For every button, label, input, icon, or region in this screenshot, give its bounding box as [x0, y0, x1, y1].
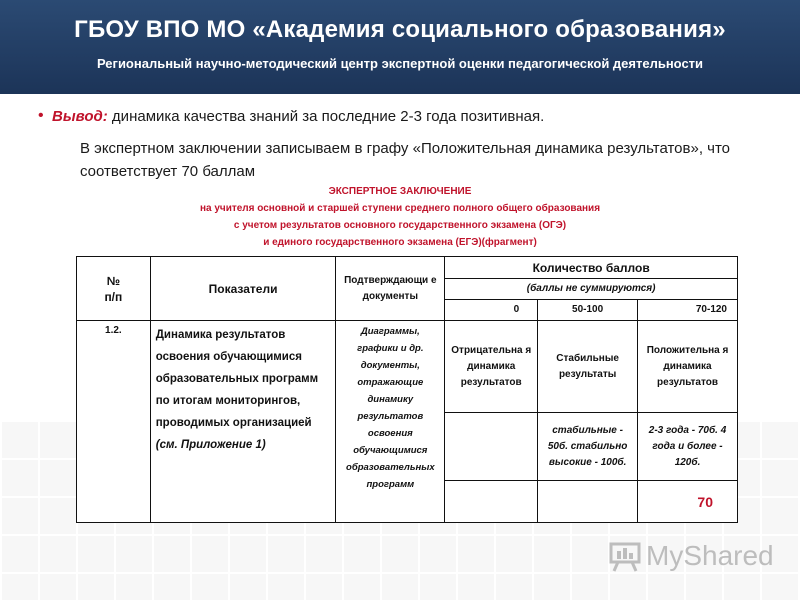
- header-points-note: (баллы не суммируются): [445, 279, 738, 300]
- positive-scores: 2-3 года - 70б. 4 года и более - 120б.: [638, 413, 738, 481]
- presentation-icon: [608, 539, 642, 573]
- conclusion-text: динамика качества знаний за последние 2-3 года позитивная: [107, 108, 541, 125]
- indicator-text: Динамика результатов освоения обучающимися образовательных программ по итогам мониторингов, проводимых организацией: [155, 329, 319, 429]
- empty-cell-negative: [445, 413, 538, 481]
- header-number: [77, 257, 151, 321]
- header-points: Количество баллов: [445, 257, 738, 279]
- conclusion-line: [38, 107, 545, 125]
- watermark-text: MyShared: [646, 540, 774, 571]
- header-banner: [0, 0, 800, 94]
- empty-cell-result-2: [538, 481, 638, 523]
- indicator-cell: [150, 321, 336, 523]
- bullet-icon: •: [38, 107, 44, 124]
- expert-subheading-1: на учителя основной и старшей ступени среднего полного общего образования: [199, 203, 601, 214]
- conclusion-paragraph: В экспертном заключении записываем в графу «Положительная динамика результатов», что соответствует 70 баллам: [80, 140, 731, 180]
- expert-heading: ЭКСПЕРТНОЕ ЗАКЛЮЧЕНИЕ: [328, 186, 472, 197]
- header-number-label: № п/п: [104, 273, 123, 304]
- documents-cell: Диаграммы, графики и др. документы, отражающие динамику результатов освоения обучающимися образовательных программ: [336, 321, 445, 523]
- row-number: 1.2.: [77, 321, 151, 523]
- empty-cell-result-1: [445, 481, 538, 523]
- expert-subheading-2: с учетом результатов основного государственного экзамена (ОГЭ): [233, 220, 567, 231]
- header-score-0: 0: [445, 300, 538, 321]
- conclusion-label: Вывод:: [52, 108, 108, 125]
- header-documents: Подтверждающи е документы: [336, 257, 445, 321]
- header-score-50-100: 50-100: [538, 300, 638, 321]
- conclusion-dot: .: [540, 108, 545, 125]
- positive-dynamics: Положительна я динамика результатов: [638, 321, 738, 413]
- page-title: ГБОУ ВПО МО «Академия социального образования»: [74, 16, 726, 43]
- stable-results: Стабильные результаты: [538, 321, 638, 413]
- stable-scores: стабильные - 50б. стабильно высокие - 100б.: [538, 413, 638, 481]
- page-subtitle: Региональный научно-методический центр экспертной оценки педагогической деятельности: [96, 56, 704, 71]
- header-score-70-120: 70-120: [638, 300, 738, 321]
- expert-subheading-3: и единого государственного экзамена (ЕГЭ)(фрагмент): [263, 237, 537, 248]
- result-score: 70: [638, 481, 738, 523]
- indicator-appendix: (см. Приложение 1): [155, 439, 266, 451]
- watermark: [608, 536, 774, 576]
- header-indicators: Показатели: [150, 257, 336, 321]
- expert-table: [76, 256, 738, 523]
- negative-dynamics: Отрицательна я динамика результатов: [445, 321, 538, 413]
